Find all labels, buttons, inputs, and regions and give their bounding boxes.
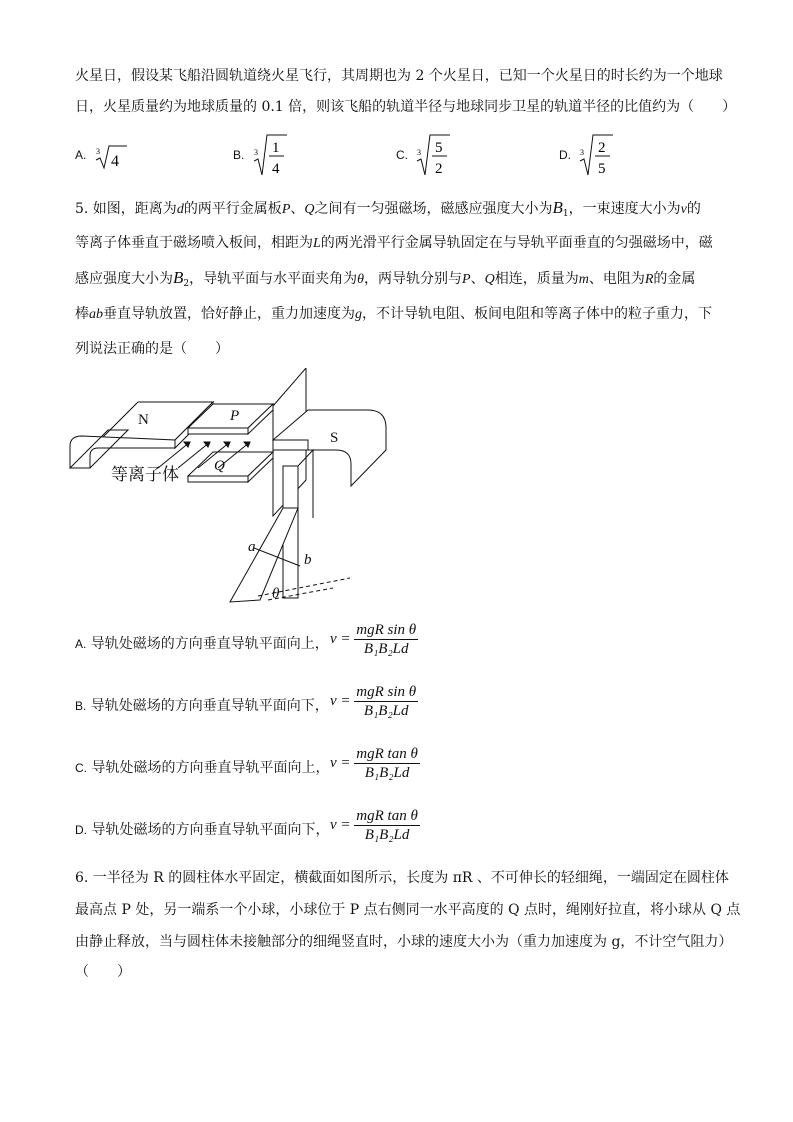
cube-root-radical [414, 133, 464, 179]
formula: v = $\frac{\text{mgR sin θ}}{\text{B₁B₂Ld}}$ [330, 622, 417, 657]
q6-line4: （ ） [75, 964, 131, 980]
label-q: Q [214, 458, 225, 474]
q5-option-a-text: A. 导轨处磁场的方向垂直导轨平面向上， [75, 636, 329, 652]
q5-line1: 5. 如图，距离为d的两平行金属板P、Q之间有一匀强磁场，磁感应强度大小为$B_1$，一束速度大小为v的 [75, 198, 701, 219]
q5-option-c-text: C. 导轨处磁场的方向垂直导轨平面向上， [75, 760, 330, 776]
root-index: 3 [96, 147, 100, 156]
formula: v = $\frac{\text{mgR sin θ}}{\text{B₁B₂Ld}}$ [330, 684, 417, 719]
q4-option-d[interactable] [559, 133, 679, 179]
numerator: 5 [435, 140, 443, 156]
q4-option-c-label: C. [396, 148, 408, 162]
label-b: b [304, 552, 312, 568]
formula: v = $\frac{\text{mgR tan θ}}{\text{B₁B₂Ld}}$ [330, 746, 418, 781]
q5-line4: 棒ab垂直导轨放置，恰好静止，重力加速度为g，不计导轨电阻、板间电阻和等离子体中的粒子重力，下 [75, 306, 712, 322]
q6-line3: 由静止释放，当与圆柱体未接触部分的细绳竖直时，小球的速度大小为（重力加速度为 g，不计空气阻力） [75, 934, 733, 950]
q6-line1: 6. 一半径为 R 的圆柱体水平固定，横截面如图所示，长度为 πR 、不可伸长的轻细绳，一端固定在圆柱体 [75, 870, 729, 886]
q4-line2: 日，火星质量约为地球质量的 0.1 倍，则该飞船的轨道半径与地球同步卫星的轨道半径的比值约为（ ） [75, 99, 737, 115]
denominator: 4 [272, 161, 280, 177]
q5-line5: 列说法正确的是（ ） [75, 341, 229, 357]
q4-option-a-label: A. [75, 148, 87, 162]
root-index: 3 [580, 148, 584, 157]
numerator: 1 [272, 140, 280, 156]
radicand: 4 [111, 153, 119, 170]
numerator: 2 [598, 140, 606, 156]
label-p: P [230, 408, 240, 424]
label-plasma: 等离子体 [111, 465, 179, 485]
q5-option-b-text: B. 导轨处磁场的方向垂直导轨平面向下， [75, 698, 329, 714]
label-a: a [248, 539, 256, 555]
denominator: 2 [435, 161, 443, 177]
q4-option-a[interactable] [75, 140, 195, 176]
q5-line3: 感应强度大小为$B_2$，导轨平面与水平面夹角为θ，两导轨分别与P、Q相连，质量为m、电阻为R的金属 [75, 268, 696, 289]
denominator: 5 [598, 161, 606, 177]
q4-option-b[interactable] [233, 133, 353, 179]
q4-line1: 火星日，假设某飞船沿圆轨道绕火星飞行，其周期也为 2 个火星日，已知一个火星日的时长约为一个地球 [75, 68, 723, 84]
cube-root-radical [577, 133, 627, 179]
q5-option-d-text: D. 导轨处磁场的方向垂直导轨平面向下， [75, 822, 330, 838]
root-index: 3 [254, 148, 258, 157]
cube-root-radical [93, 142, 153, 172]
q5-line2: 等离子体垂直于磁场喷入板间，相距为L的两光滑平行金属导轨固定在与导轨平面垂直的匀强磁场中，磁 [75, 235, 713, 251]
root-index: 3 [417, 148, 421, 157]
cube-root-radical [251, 133, 301, 179]
label-n: N [138, 412, 149, 428]
q4-option-b-label: B. [233, 148, 245, 162]
q6-line2: 最高点 P 处，另一端系一个小球，小球位于 P 点右侧同一水平高度的 Q 点时，绳刚好拉直，将小球从 Q 点 [75, 902, 741, 918]
formula: v = $\frac{\text{mgR tan θ}}{\text{B₁B₂Ld}}$ [330, 808, 418, 843]
label-s: S [330, 430, 339, 446]
label-theta: θ [272, 586, 280, 602]
q5-figure [68, 368, 388, 613]
q4-option-c[interactable] [396, 133, 516, 179]
q4-option-d-label: D. [559, 148, 571, 162]
